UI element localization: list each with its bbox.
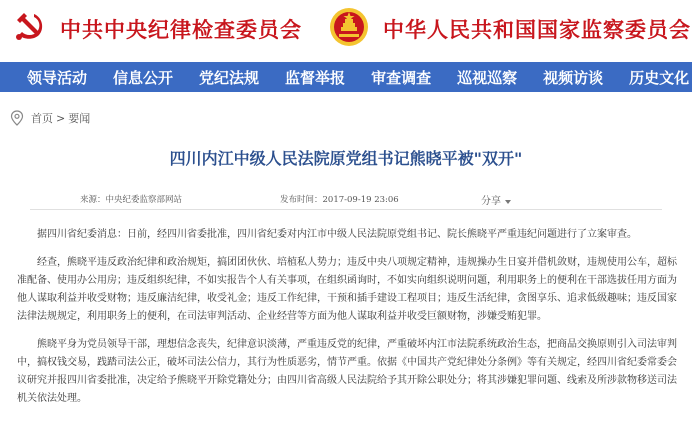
nav-item-video[interactable]: 视频访谈 [543,68,604,87]
breadcrumb-home[interactable]: 首页 [31,112,53,125]
site-header [0,0,692,62]
article-time: 发布时间：2017-09-19 23:06 [280,195,399,205]
nav-item-disclosure[interactable]: 信息公开 [113,68,174,87]
nav-item-leadership[interactable]: 领导活动 [27,68,88,87]
chevron-down-icon [505,200,511,204]
national-emblem-icon [328,6,370,48]
breadcrumb [10,110,90,126]
nsc-title[interactable]: 中华人民共和国国家监察委员会 [383,17,691,42]
nav-item-history[interactable]: 历史文化 [629,68,690,87]
location-pin-icon [10,110,24,126]
breadcrumb-current[interactable]: 要闻 [68,112,91,125]
breadcrumb-separator: > [56,111,66,125]
nav-item-investigation[interactable]: 审查调查 [371,68,432,87]
ccp-emblem-icon [12,8,48,44]
share-button[interactable] [481,192,511,207]
nav-item-reporting[interactable]: 监督举报 [285,68,346,87]
share-label: 分享 [481,196,501,207]
main-nav [0,62,692,92]
nav-item-regulations[interactable]: 党纪法规 [199,68,260,87]
article-source: 来源：中央纪委监察部网站 [80,195,183,205]
article-title: 四川内江中级人民法院原党组书记熊晓平被"双开" [169,149,523,168]
article-paragraph: 熊晓平身为党员领导干部，理想信念丧失，纪律意识淡薄，严重违反党的纪律，严重破坏内江市法院系统政治生态，把商品交换原则引入司法审判中，搞权钱交易，践踏司法公正，破坏司法公信力，其行为性质恶劣，情节严重。依据《中国共产党纪律处分条例》等有关规定，经四川省纪委常委会议研究并报四川省委批准，决定给予熊晓平开除党籍处分；由四川省高级人民法院给予其开除公职处分；将其涉嫌犯罪问题、线索及所涉款物移送司法机关依法处理。 [17,339,677,404]
article-meta [30,186,662,210]
article-body [17,226,677,418]
nav-item-inspection[interactable]: 巡视巡察 [457,68,518,87]
cpc-ccdi-title[interactable]: 中共中央纪律检查委员会 [60,17,302,42]
article-paragraph: 经查，熊晓平违反政治纪律和政治规矩，搞团团伙伙、培植私人势力；违反中央八项规定精神，违规操办生日宴并借机敛财，违规使用公车，超标准配备、使用办公用房；违反组织纪律，不如实报告个人有关事项，在组织函询时，不如实向组织说明问题，利用职务上的便利在干部选拔任用方面为他人谋取利益并收受财物；违反廉洁纪律，收受礼金；违反工作纪律，干预和插手建设工程项目；违反生活纪律，贪图享乐、追求低级趣味；违反国家法律法规规定，利用职务上的便利，在司法审判活动、企业经营等方面为他人谋取利益并收受巨额财物，涉嫌受贿犯罪。 [17,257,677,322]
article-paragraph: 据四川省纪委消息：日前，经四川省委批准，四川省纪委对内江市中级人民法院原党组书记、院长熊晓平严重违纪问题进行了立案审查。 [37,229,637,240]
